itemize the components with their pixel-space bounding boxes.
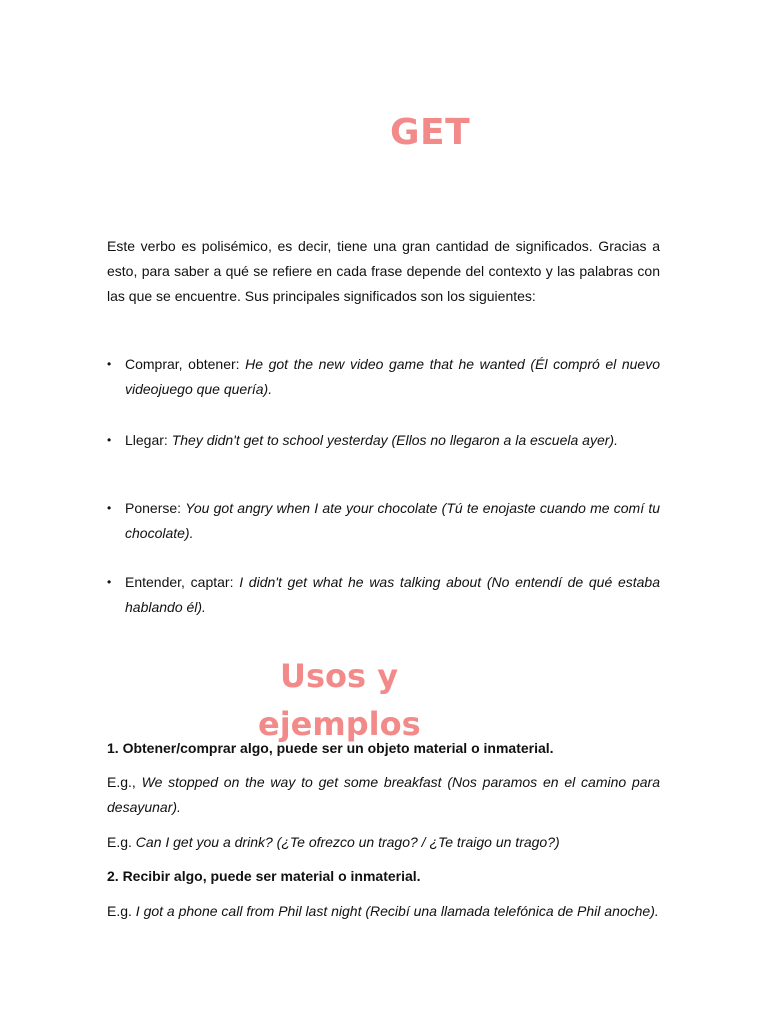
list-item — [107, 352, 660, 402]
list-item-text — [125, 352, 660, 402]
meaning-example: They didn't get to school yesterday (Ellos no llegaron a la escuela ayer). — [171, 432, 618, 448]
meaning-example: I didn't get what he was talking about (No entendí de qué estaba hablando él). — [125, 574, 660, 615]
meaning-label: Ponerse: — [125, 500, 186, 516]
list-item-text — [125, 428, 660, 453]
usage-heading: 1. Obtener/comprar algo, puede ser un objeto material o inmaterial. — [107, 740, 554, 756]
meaning-label: Comprar, obtener: — [125, 356, 246, 372]
meaning-label: Llegar: — [125, 432, 172, 448]
bullet-icon: • — [107, 357, 112, 371]
list-item — [107, 570, 660, 620]
list-item-text — [125, 496, 660, 546]
example-text: I got a phone call from Phil last night (Recibí una llamada telefónica de Phil anoche). — [135, 903, 659, 919]
meaning-label: Entender, captar: — [125, 574, 240, 590]
example-prefix: E.g., — [107, 774, 142, 790]
example-prefix: E.g. — [107, 834, 136, 850]
section-title — [258, 652, 458, 748]
list-item-text — [125, 570, 660, 620]
intro-paragraph: Este verbo es polisémico, es decir, tiene una gran cantidad de significados. Gracias a esto, para saber a qué se refiere en cada frase depende del contexto y las palabras con las que se encuentre. Sus principales significados son los siguientes: — [107, 238, 660, 304]
usage-example — [107, 830, 660, 855]
usage-example — [107, 770, 660, 820]
usage-example — [107, 899, 660, 924]
meaning-example: He got the new video game that he wanted (Él compró el nuevo videojuego que quería). — [125, 356, 660, 397]
bullet-icon: • — [107, 575, 112, 589]
example-prefix: E.g. — [107, 903, 136, 919]
page-title: GET — [390, 112, 471, 153]
meaning-example: You got angry when I ate your chocolate (Tú te enojaste cuando me comí tu chocolate). — [125, 500, 660, 541]
usage-heading: 2. Recibir algo, puede ser material o inmaterial. — [107, 868, 421, 884]
example-text: Can I get you a drink? (¿Te ofrezco un trago? / ¿Te traigo un trago?) — [135, 834, 560, 850]
list-item — [107, 496, 660, 546]
example-text: We stopped on the way to get some breakfast (Nos paramos en el camino para desayunar). — [107, 774, 661, 815]
section-title-line1: Usos y — [280, 657, 399, 695]
bullet-icon: • — [107, 501, 112, 515]
list-item — [107, 428, 660, 453]
bullet-icon: • — [107, 433, 112, 447]
section-title-line2: ejemplos — [258, 705, 421, 743]
